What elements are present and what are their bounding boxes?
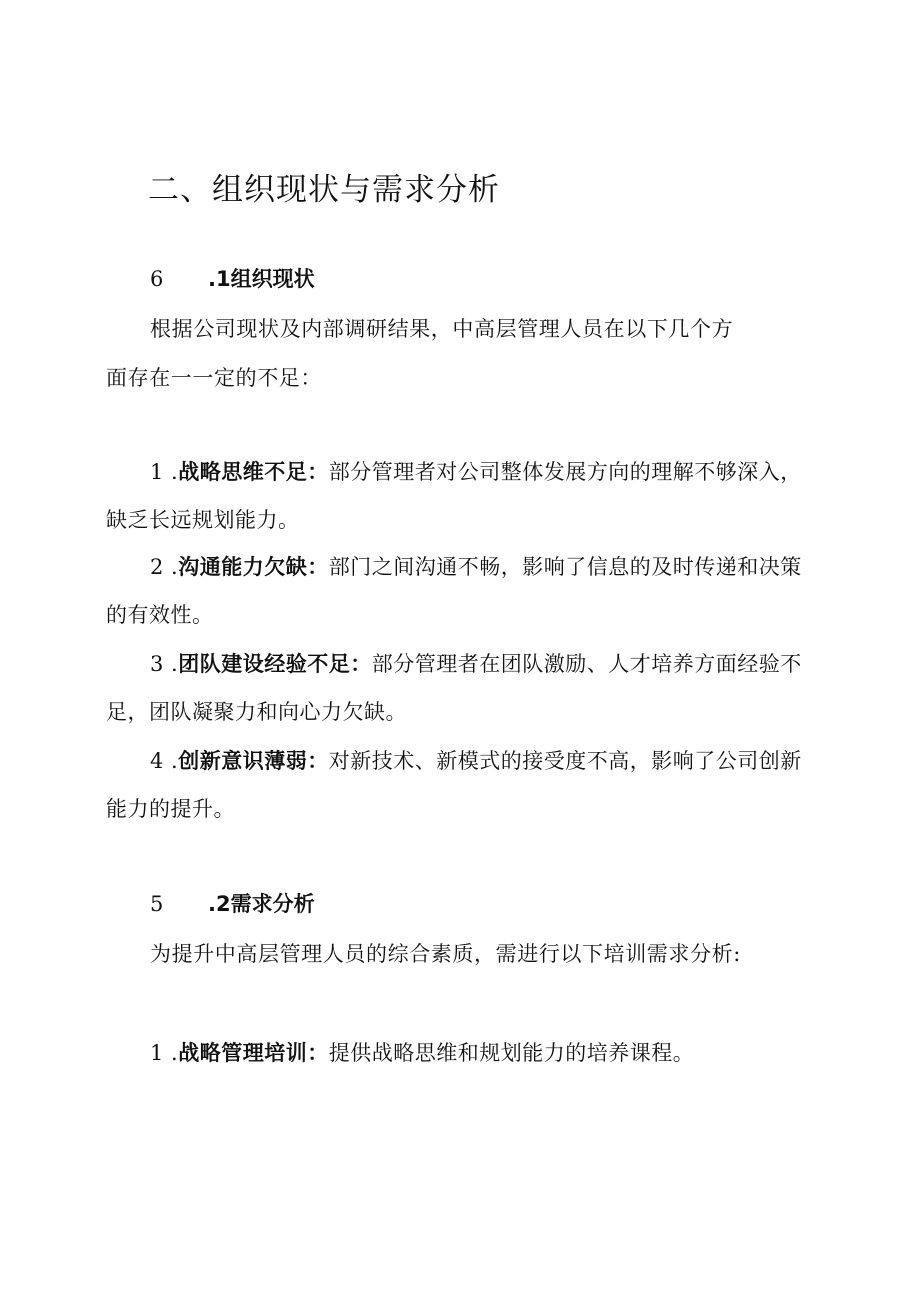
section-title: 二、组织现状与需求分析 <box>148 172 500 208</box>
item-label: 战略管理培训： <box>178 1041 329 1065</box>
item-label: 战略思维不足： <box>178 460 329 484</box>
subsection-number: 5 <box>150 892 164 916</box>
subsection-heading-status <box>150 264 315 294</box>
item-text: 部分管理者对公司整体发展方向的理解不够深入，缺乏长远规划能力。 <box>106 460 802 532</box>
item-text: 部分管理者在团队激励、人才培养方面经验不足，团队凝聚力和向心力欠缺。 <box>106 652 802 724</box>
list-item <box>106 640 818 736</box>
list-item <box>106 448 818 544</box>
subsection-title: .1组织现状 <box>208 267 315 291</box>
subsection-title: .2需求分析 <box>208 892 315 916</box>
subsection-number: 6 <box>150 267 164 291</box>
item-number: 2 . <box>150 555 179 579</box>
item-number: 3 . <box>150 652 179 676</box>
item-number: 1 . <box>150 1041 179 1065</box>
item-number: 1 . <box>150 460 179 484</box>
item-text: 部门之间沟通不畅，影响了信息的及时传递和决策的有效性。 <box>106 555 802 627</box>
item-label: 团队建设经验不足： <box>178 652 372 676</box>
item-label: 创新意识薄弱： <box>178 749 329 773</box>
list-item <box>106 543 818 639</box>
list-item <box>106 1029 818 1077</box>
list-item <box>106 737 818 833</box>
subsection-heading-needs <box>150 889 315 919</box>
item-text: 对新技术、新模式的接受度不高，影响了公司创新能力的提升。 <box>106 749 802 821</box>
item-label: 沟通能力欠缺： <box>178 555 329 579</box>
intro-paragraph-line-1: 根据公司现状及内部调研结果，中高层管理人员在以下几个方 <box>150 317 734 341</box>
intro-paragraph-line-2: 面存在一一定的不足： <box>106 366 322 390</box>
needs-intro-paragraph: 为提升中高层管理人员的综合素质，需进行以下培训需求分析: <box>150 942 741 966</box>
item-text: 提供战略思维和规划能力的培养课程。 <box>328 1041 695 1065</box>
item-number: 4 . <box>150 749 179 773</box>
